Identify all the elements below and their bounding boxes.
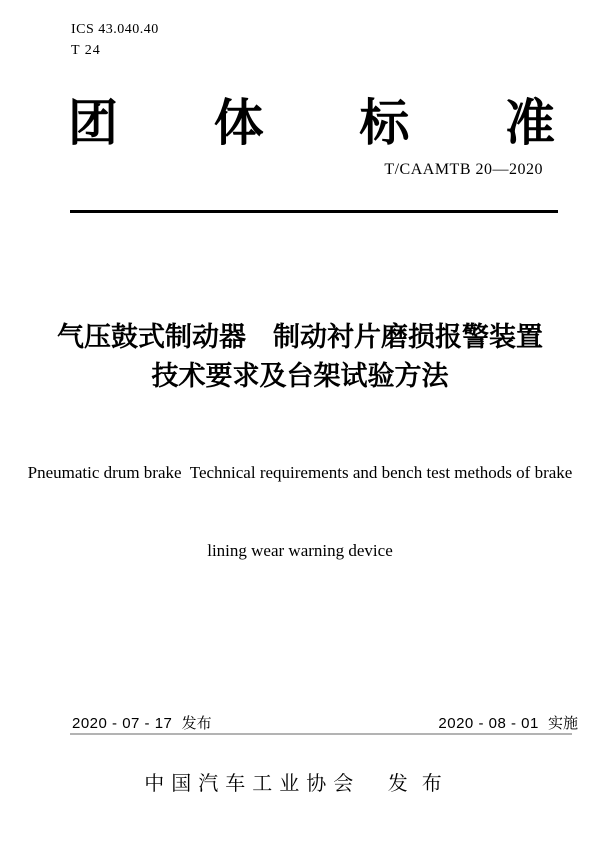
standard-title-chinese <box>0 318 600 396</box>
standard-type-char: 准 <box>504 95 555 151</box>
title-zh-line1: 气压鼓式制动器 制动衬片磨损报警装置 <box>57 322 543 352</box>
standard-type-char: 标 <box>359 95 410 151</box>
publish-action-label: 发布 <box>387 773 456 795</box>
standard-type-char: 体 <box>213 95 264 151</box>
implement-date: 2020 - 08 - 01 <box>438 715 539 732</box>
standard-title-english <box>0 408 600 616</box>
title-en-line2: lining wear warning device <box>207 541 393 560</box>
publisher-name: 中国汽车工业协会 <box>144 773 361 795</box>
implement-action-label: 实施 <box>547 715 578 732</box>
publisher-row <box>0 772 600 796</box>
title-en-line1: Pneumatic drum brake Technical requirements and bench test methods of brake <box>27 463 573 482</box>
header-divider-rule <box>70 210 558 213</box>
standard-number: T/CAAMTB 20—2020 <box>384 161 543 178</box>
issue-date-group <box>72 715 212 732</box>
standard-type-char: 团 <box>68 95 118 151</box>
title-zh-line2: 技术要求及台架试验方法 <box>151 361 449 391</box>
implement-date-group <box>438 715 578 732</box>
issue-action-label: 发布 <box>181 715 212 732</box>
doc-classification-code: T 24 <box>71 43 101 58</box>
footer-divider-rule <box>70 733 572 735</box>
standard-type-heading <box>68 95 555 153</box>
issue-date: 2020 - 07 - 17 <box>72 715 173 732</box>
dates-row <box>72 715 578 732</box>
ics-code: ICS 43.040.40 <box>71 22 159 37</box>
